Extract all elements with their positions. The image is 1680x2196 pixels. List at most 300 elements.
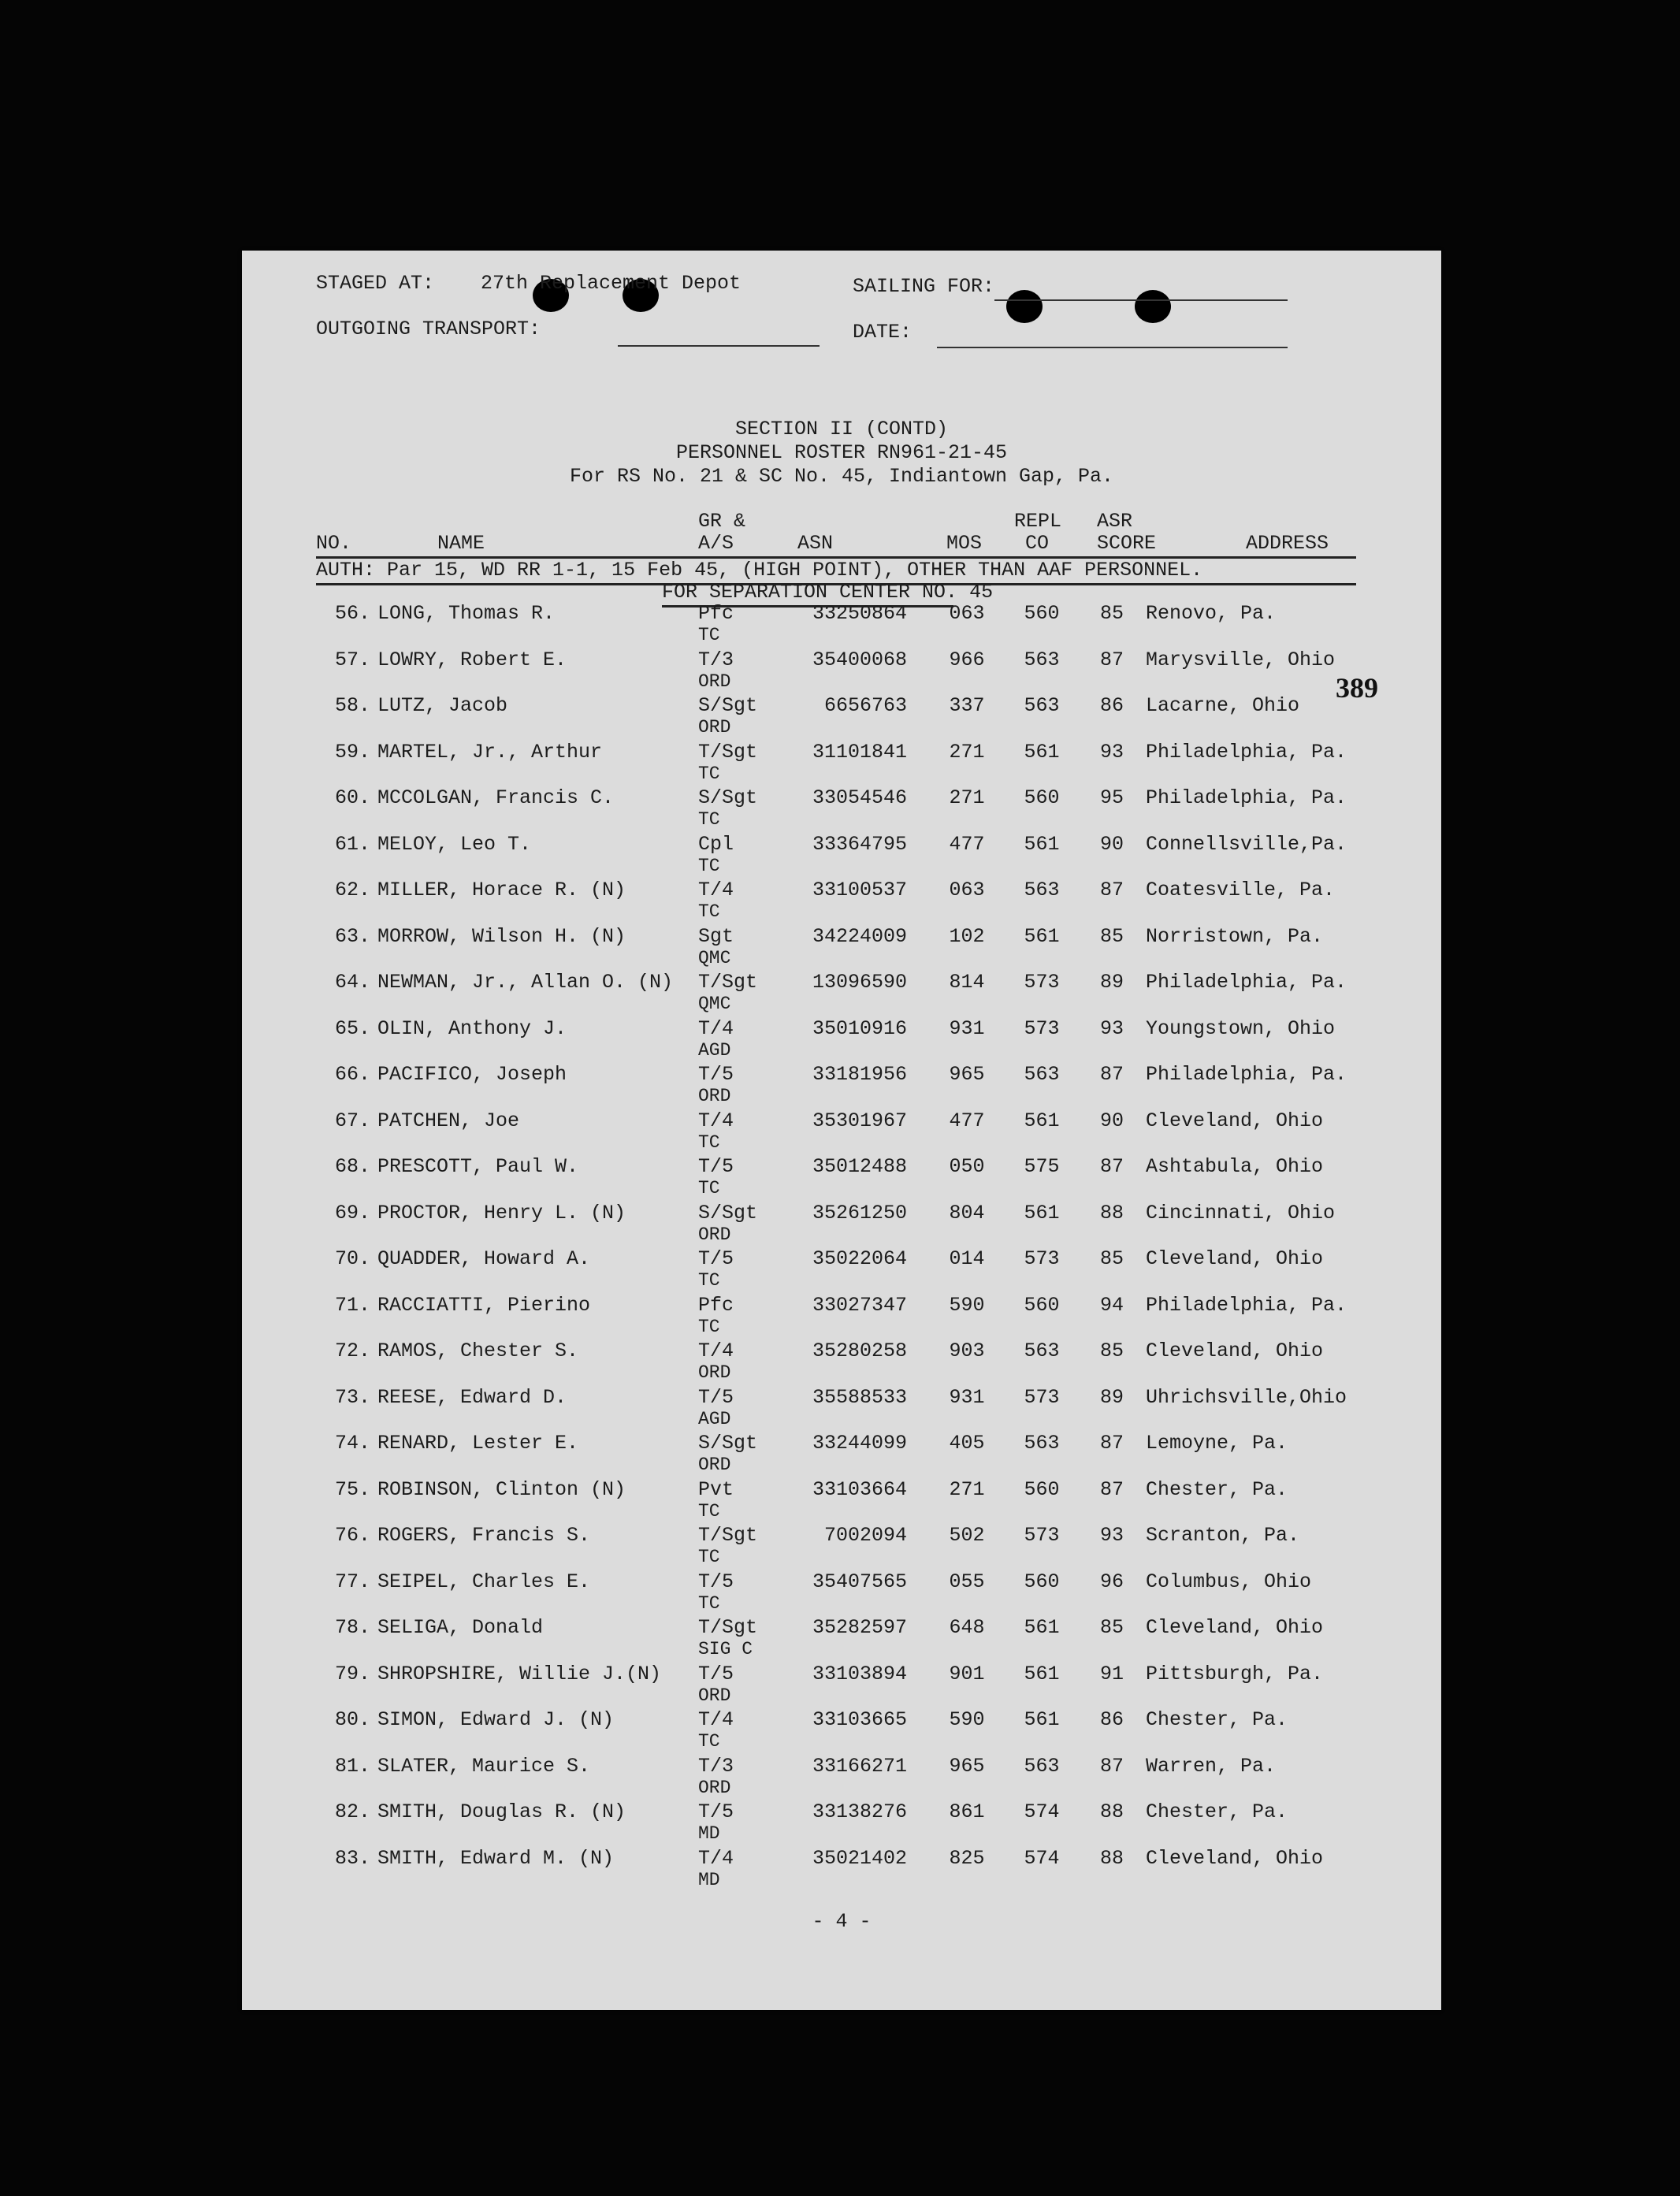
row-number: 65. xyxy=(334,1016,370,1040)
row-number: 58. xyxy=(334,694,370,717)
row-asr-score: 93 xyxy=(1099,1016,1124,1040)
table-row xyxy=(242,1571,1441,1617)
row-repl-co: 563 xyxy=(1024,1340,1060,1362)
row-repl-co: 563 xyxy=(1024,1063,1060,1086)
row-repl-co: 560 xyxy=(1024,786,1060,809)
row-number: 76. xyxy=(334,1524,370,1547)
row-name: PROCTOR, Henry L. (N) xyxy=(377,1201,626,1224)
row-name: ROBINSON, Clinton (N) xyxy=(377,1477,626,1501)
row-repl-co: 561 xyxy=(1024,740,1060,764)
row-service: AGD xyxy=(698,1039,731,1061)
row-asn: 34224009 xyxy=(812,924,907,948)
staged-at-label: STAGED AT: xyxy=(316,272,435,295)
row-repl-co: 574 xyxy=(1024,1800,1060,1823)
row-number: 75. xyxy=(334,1477,370,1501)
row-number: 74. xyxy=(334,1432,370,1455)
row-asn: 33138276 xyxy=(812,1800,907,1823)
section-title: SECTION II (CONTD) xyxy=(734,418,949,440)
table-row xyxy=(242,1295,1441,1340)
row-service: MD xyxy=(698,1869,720,1890)
table-row xyxy=(242,1663,1441,1709)
row-service: TC xyxy=(698,1316,720,1337)
row-service: SIG C xyxy=(698,1639,753,1659)
row-address: Coatesville, Pa. xyxy=(1146,879,1336,901)
row-mos: 861 xyxy=(949,1800,985,1823)
row-repl-co: 573 xyxy=(1024,1524,1060,1547)
row-mos: 055 xyxy=(949,1570,985,1593)
row-mos: 903 xyxy=(949,1340,985,1362)
row-address: Youngstown, Ohio xyxy=(1146,1016,1336,1040)
row-number: 78. xyxy=(334,1616,370,1639)
row-name: SMITH, Douglas R. (N) xyxy=(377,1800,626,1823)
row-asr-score: 88 xyxy=(1099,1201,1124,1224)
row-mos: 271 xyxy=(949,786,985,809)
row-mos: 477 xyxy=(949,1109,985,1132)
row-asr-score: 88 xyxy=(1099,1846,1124,1870)
row-asr-score: 91 xyxy=(1099,1662,1124,1685)
row-address: Warren, Pa. xyxy=(1146,1754,1277,1778)
row-name: MORROW, Wilson H. (N) xyxy=(377,924,626,948)
row-asn: 31101841 xyxy=(812,740,907,764)
table-row xyxy=(242,1756,1441,1801)
row-repl-co: 573 xyxy=(1024,1385,1060,1409)
row-service: TC xyxy=(698,809,720,830)
row-mos: 804 xyxy=(949,1201,985,1224)
row-service: TC xyxy=(698,1731,720,1752)
table-row xyxy=(242,1848,1441,1893)
row-asr-score: 85 xyxy=(1099,1616,1124,1639)
row-asn: 33100537 xyxy=(812,879,907,901)
row-address: Chester, Pa. xyxy=(1146,1477,1288,1501)
table-row xyxy=(242,1156,1441,1202)
row-asn: 35021402 xyxy=(812,1846,907,1870)
table-row xyxy=(242,1387,1441,1432)
row-asr-score: 85 xyxy=(1099,924,1124,948)
row-number: 79. xyxy=(334,1662,370,1685)
row-mos: 965 xyxy=(949,1063,985,1086)
row-grade: T/Sgt xyxy=(698,1524,758,1547)
row-grade: T/4 xyxy=(698,1340,734,1362)
col-asn: ASN xyxy=(797,532,834,555)
row-service: TC xyxy=(698,1547,720,1567)
row-number: 61. xyxy=(334,832,370,856)
row-name: NEWMAN, Jr., Allan O. (N) xyxy=(377,971,674,994)
row-address: Uhrichsville,Ohio xyxy=(1146,1385,1347,1409)
row-service: TC xyxy=(698,901,720,922)
row-number: 68. xyxy=(334,1155,370,1178)
row-number: 83. xyxy=(334,1846,370,1870)
row-grade: Pfc xyxy=(698,1293,734,1317)
row-name: LUTZ, Jacob xyxy=(377,694,508,717)
row-number: 72. xyxy=(334,1340,370,1362)
row-address: Cleveland, Ohio xyxy=(1146,1109,1324,1132)
row-number: 60. xyxy=(334,786,370,809)
row-grade: T/5 xyxy=(698,1063,734,1086)
col-name: NAME xyxy=(437,532,485,555)
row-address: Lacarne, Ohio xyxy=(1146,694,1300,717)
table-row xyxy=(242,926,1441,972)
row-repl-co: 561 xyxy=(1024,1662,1060,1685)
outgoing-transport-blank xyxy=(618,345,820,347)
row-asr-score: 86 xyxy=(1099,694,1124,717)
row-number: 71. xyxy=(334,1293,370,1317)
row-name: SEIPEL, Charles E. xyxy=(377,1570,591,1593)
row-name: RAMOS, Chester S. xyxy=(377,1340,579,1362)
row-repl-co: 573 xyxy=(1024,971,1060,994)
row-mos: 405 xyxy=(949,1432,985,1455)
punch-hole xyxy=(1135,290,1171,323)
table-row xyxy=(242,1709,1441,1755)
row-number: 77. xyxy=(334,1570,370,1593)
row-asr-score: 89 xyxy=(1099,1385,1124,1409)
row-service: TC xyxy=(698,1500,720,1522)
row-asr-score: 90 xyxy=(1099,1109,1124,1132)
row-mos: 931 xyxy=(949,1385,985,1409)
sailing-for-blank xyxy=(994,299,1288,301)
row-address: Cleveland, Ohio xyxy=(1146,1846,1324,1870)
row-asn: 33166271 xyxy=(812,1754,907,1778)
row-service: ORD xyxy=(698,1224,731,1245)
row-grade: S/Sgt xyxy=(698,694,758,717)
row-grade: Cpl xyxy=(698,832,734,856)
row-number: 56. xyxy=(334,602,370,625)
row-asn: 33181956 xyxy=(812,1063,907,1086)
row-asn: 33103665 xyxy=(812,1708,907,1731)
row-address: Chester, Pa. xyxy=(1146,1708,1288,1731)
row-asr-score: 85 xyxy=(1099,1247,1124,1270)
row-number: 64. xyxy=(334,971,370,994)
table-row xyxy=(242,787,1441,833)
row-repl-co: 563 xyxy=(1024,1432,1060,1455)
row-mos: 966 xyxy=(949,648,985,671)
row-name: PRESCOTT, Paul W. xyxy=(377,1155,579,1178)
date-blank xyxy=(937,347,1288,348)
row-name: LONG, Thomas R. xyxy=(377,602,556,625)
row-service: AGD xyxy=(698,1408,731,1429)
row-address: Norristown, Pa. xyxy=(1146,924,1324,948)
punch-hole xyxy=(1006,290,1043,323)
row-repl-co: 563 xyxy=(1024,694,1060,717)
row-name: OLIN, Anthony J. xyxy=(377,1016,567,1040)
row-grade: T/3 xyxy=(698,1754,734,1778)
row-name: ROGERS, Francis S. xyxy=(377,1524,591,1547)
col-no: NO. xyxy=(316,532,352,555)
row-name: RACCIATTI, Pierino xyxy=(377,1293,591,1317)
row-service: ORD xyxy=(698,1777,731,1798)
row-service: TC xyxy=(698,763,720,784)
row-mos: 337 xyxy=(949,694,985,717)
row-name: SELIGA, Donald xyxy=(377,1616,544,1639)
row-service: ORD xyxy=(698,717,731,738)
row-mos: 271 xyxy=(949,1477,985,1501)
col-mos: MOS xyxy=(946,532,983,555)
table-row xyxy=(242,879,1441,925)
row-number: 70. xyxy=(334,1247,370,1270)
row-mos: 102 xyxy=(949,924,985,948)
row-repl-co: 563 xyxy=(1024,648,1060,671)
row-mos: 477 xyxy=(949,832,985,856)
row-grade: T/3 xyxy=(698,648,734,671)
row-asn: 35022064 xyxy=(812,1247,907,1270)
row-number: 81. xyxy=(334,1754,370,1778)
row-address: Philadelphia, Pa. xyxy=(1146,740,1347,764)
row-mos: 502 xyxy=(949,1524,985,1547)
row-asn: 33054546 xyxy=(812,786,907,809)
row-address: Connellsville,Pa. xyxy=(1146,832,1347,856)
table-row xyxy=(242,741,1441,787)
page-number: - 4 - xyxy=(812,1910,872,1933)
row-repl-co: 560 xyxy=(1024,602,1060,625)
row-repl-co: 574 xyxy=(1024,1846,1060,1870)
row-service: ORD xyxy=(698,671,731,692)
row-service: QMC xyxy=(698,947,731,968)
row-asn: 7002094 xyxy=(823,1524,907,1547)
row-address: Pittsburgh, Pa. xyxy=(1146,1662,1324,1685)
row-number: 66. xyxy=(334,1063,370,1086)
table-row xyxy=(242,649,1441,695)
row-grade: S/Sgt xyxy=(698,1432,758,1455)
row-asr-score: 87 xyxy=(1099,879,1124,901)
row-asn: 33364795 xyxy=(812,832,907,856)
table-row xyxy=(242,1479,1441,1525)
table-row xyxy=(242,1432,1441,1478)
row-asn: 35261250 xyxy=(812,1201,907,1224)
table-row xyxy=(242,603,1441,648)
row-name: MARTEL, Jr., Arthur xyxy=(377,740,603,764)
row-asn: 33027347 xyxy=(812,1293,907,1317)
row-asr-score: 87 xyxy=(1099,1754,1124,1778)
row-address: Columbus, Ohio xyxy=(1146,1570,1312,1593)
row-number: 67. xyxy=(334,1109,370,1132)
row-repl-co: 573 xyxy=(1024,1016,1060,1040)
row-address: Cleveland, Ohio xyxy=(1146,1340,1324,1362)
table-row xyxy=(242,1617,1441,1663)
row-service: TC xyxy=(698,1178,720,1198)
row-asr-score: 96 xyxy=(1099,1570,1124,1593)
row-service: TC xyxy=(698,855,720,876)
date-label: DATE: xyxy=(853,321,912,344)
table-row xyxy=(242,1525,1441,1570)
row-repl-co: 561 xyxy=(1024,924,1060,948)
col-co-bottom: CO xyxy=(1025,532,1050,555)
row-service: QMC xyxy=(698,994,731,1014)
row-address: Philadelphia, Pa. xyxy=(1146,1063,1347,1086)
table-row xyxy=(242,1340,1441,1386)
table-row xyxy=(242,1202,1441,1248)
row-mos: 063 xyxy=(949,879,985,901)
row-repl-co: 560 xyxy=(1024,1570,1060,1593)
row-asr-score: 95 xyxy=(1099,786,1124,809)
row-service: MD xyxy=(698,1823,720,1844)
row-name: RENARD, Lester E. xyxy=(377,1432,579,1455)
col-gr-top: GR & xyxy=(698,510,746,533)
row-address: Ashtabula, Ohio xyxy=(1146,1155,1324,1178)
row-grade: T/Sgt xyxy=(698,1616,758,1639)
row-number: 69. xyxy=(334,1201,370,1224)
col-co-top: REPL xyxy=(1014,510,1062,533)
row-asn: 33250864 xyxy=(812,602,907,625)
row-address: Chester, Pa. xyxy=(1146,1800,1288,1823)
table-row xyxy=(242,834,1441,879)
col-score-bottom: SCORE xyxy=(1097,532,1157,555)
row-mos: 590 xyxy=(949,1293,985,1317)
row-asn: 35400068 xyxy=(812,648,907,671)
row-number: 62. xyxy=(334,879,370,901)
row-service: TC xyxy=(698,1270,720,1291)
row-grade: T/5 xyxy=(698,1247,734,1270)
row-address: Cincinnati, Ohio xyxy=(1146,1201,1336,1224)
row-asr-score: 93 xyxy=(1099,1524,1124,1547)
row-grade: T/5 xyxy=(698,1800,734,1823)
row-grade: S/Sgt xyxy=(698,786,758,809)
row-service: TC xyxy=(698,1592,720,1614)
row-grade: T/5 xyxy=(698,1155,734,1178)
row-asr-score: 90 xyxy=(1099,832,1124,856)
row-grade: T/4 xyxy=(698,1708,734,1731)
row-address: Philadelphia, Pa. xyxy=(1146,1293,1347,1317)
row-service: ORD xyxy=(698,1362,731,1383)
document-page xyxy=(242,251,1441,2010)
row-number: 63. xyxy=(334,924,370,948)
table-row xyxy=(242,1248,1441,1294)
row-asn: 35282597 xyxy=(812,1616,907,1639)
row-name: PACIFICO, Joseph xyxy=(377,1063,567,1086)
row-repl-co: 563 xyxy=(1024,1754,1060,1778)
row-grade: Pvt xyxy=(698,1477,734,1501)
row-mos: 648 xyxy=(949,1616,985,1639)
row-name: SMITH, Edward M. (N) xyxy=(377,1846,615,1870)
row-grade: T/Sgt xyxy=(698,971,758,994)
row-grade: Sgt xyxy=(698,924,734,948)
row-number: 59. xyxy=(334,740,370,764)
table-row xyxy=(242,1064,1441,1109)
row-asn: 35280258 xyxy=(812,1340,907,1362)
row-asr-score: 85 xyxy=(1099,1340,1124,1362)
table-row xyxy=(242,695,1441,741)
row-grade: Pfc xyxy=(698,602,734,625)
row-asr-score: 87 xyxy=(1099,1477,1124,1501)
col-gr-bottom: A/S xyxy=(698,532,734,555)
row-name: REESE, Edward D. xyxy=(377,1385,567,1409)
row-name: MELOY, Leo T. xyxy=(377,832,532,856)
row-grade: S/Sgt xyxy=(698,1201,758,1224)
row-address: Marysville, Ohio xyxy=(1146,648,1336,671)
row-mos: 814 xyxy=(949,971,985,994)
row-repl-co: 560 xyxy=(1024,1293,1060,1317)
row-service: ORD xyxy=(698,1685,731,1706)
row-asn: 13096590 xyxy=(812,971,907,994)
row-repl-co: 561 xyxy=(1024,1616,1060,1639)
row-name: SHROPSHIRE, Willie J.(N) xyxy=(377,1662,662,1685)
row-repl-co: 560 xyxy=(1024,1477,1060,1501)
row-mos: 825 xyxy=(949,1846,985,1870)
row-address: Renovo, Pa. xyxy=(1146,602,1277,625)
roster-subtitle: For RS No. 21 & SC No. 45, Indiantown Gap, Pa. xyxy=(569,465,1114,488)
row-mos: 014 xyxy=(949,1247,985,1270)
outgoing-transport-label: OUTGOING TRANSPORT: xyxy=(316,318,541,340)
row-name: SLATER, Maurice S. xyxy=(377,1754,591,1778)
row-name: LOWRY, Robert E. xyxy=(377,648,567,671)
row-mos: 590 xyxy=(949,1708,985,1731)
row-repl-co: 561 xyxy=(1024,1708,1060,1731)
col-score-top: ASR xyxy=(1097,510,1133,533)
row-name: QUADDER, Howard A. xyxy=(377,1247,591,1270)
row-asr-score: 87 xyxy=(1099,1155,1124,1178)
table-row xyxy=(242,1018,1441,1064)
sailing-for-label: SAILING FOR: xyxy=(853,275,995,298)
row-name: PATCHEN, Joe xyxy=(377,1109,520,1132)
row-service: ORD xyxy=(698,1086,731,1106)
row-asn: 35301967 xyxy=(812,1109,907,1132)
row-number: 82. xyxy=(334,1800,370,1823)
row-asn: 35012488 xyxy=(812,1155,907,1178)
row-address: Lemoyne, Pa. xyxy=(1146,1432,1288,1455)
row-mos: 965 xyxy=(949,1754,985,1778)
row-asn: 35407565 xyxy=(812,1570,907,1593)
row-asr-score: 87 xyxy=(1099,1063,1124,1086)
row-asn: 35588533 xyxy=(812,1385,907,1409)
col-address: ADDRESS xyxy=(1246,532,1329,555)
row-grade: T/4 xyxy=(698,879,734,901)
row-mos: 931 xyxy=(949,1016,985,1040)
row-asr-score: 87 xyxy=(1099,648,1124,671)
auth-line: AUTH: Par 15, WD RR 1-1, 15 Feb 45, (HIGH POINT), OTHER THAN AAF PERSONNEL. xyxy=(316,559,1203,582)
row-grade: T/4 xyxy=(698,1109,734,1132)
row-repl-co: 561 xyxy=(1024,832,1060,856)
row-address: Scranton, Pa. xyxy=(1146,1524,1300,1547)
row-asr-score: 85 xyxy=(1099,602,1124,625)
table-row xyxy=(242,972,1441,1017)
row-repl-co: 563 xyxy=(1024,879,1060,901)
row-asr-score: 94 xyxy=(1099,1293,1124,1317)
row-grade: T/4 xyxy=(698,1016,734,1040)
table-row xyxy=(242,1110,1441,1156)
row-asn: 33103894 xyxy=(812,1662,907,1685)
row-service: TC xyxy=(698,1131,720,1153)
row-repl-co: 561 xyxy=(1024,1109,1060,1132)
row-name: MCCOLGAN, Francis C. xyxy=(377,786,615,809)
stamp-number: 389 xyxy=(1336,672,1378,704)
row-number: 57. xyxy=(334,648,370,671)
row-number: 80. xyxy=(334,1708,370,1731)
row-repl-co: 575 xyxy=(1024,1155,1060,1178)
row-grade: T/4 xyxy=(698,1846,734,1870)
table-row xyxy=(242,1801,1441,1847)
row-asn: 6656763 xyxy=(823,694,907,717)
row-asr-score: 86 xyxy=(1099,1708,1124,1731)
row-name: SIMON, Edward J. (N) xyxy=(377,1708,615,1731)
row-asn: 35010916 xyxy=(812,1016,907,1040)
row-mos: 050 xyxy=(949,1155,985,1178)
row-repl-co: 561 xyxy=(1024,1201,1060,1224)
row-asr-score: 89 xyxy=(1099,971,1124,994)
row-address: Philadelphia, Pa. xyxy=(1146,786,1347,809)
row-repl-co: 573 xyxy=(1024,1247,1060,1270)
row-address: Cleveland, Ohio xyxy=(1146,1247,1324,1270)
row-grade: T/5 xyxy=(698,1662,734,1685)
row-grade: T/Sgt xyxy=(698,740,758,764)
auth-subline: FOR SEPARATION CENTER NO. 45 xyxy=(662,581,994,604)
roster-title: PERSONNEL ROSTER RN961-21-45 xyxy=(675,441,1008,464)
row-number: 73. xyxy=(334,1385,370,1409)
row-asn: 33103664 xyxy=(812,1477,907,1501)
staged-at-value: 27th Replacement Depot xyxy=(481,272,742,295)
row-grade: T/5 xyxy=(698,1385,734,1409)
row-address: Cleveland, Ohio xyxy=(1146,1616,1324,1639)
row-mos: 063 xyxy=(949,602,985,625)
row-asn: 33244099 xyxy=(812,1432,907,1455)
row-service: ORD xyxy=(698,1455,731,1475)
